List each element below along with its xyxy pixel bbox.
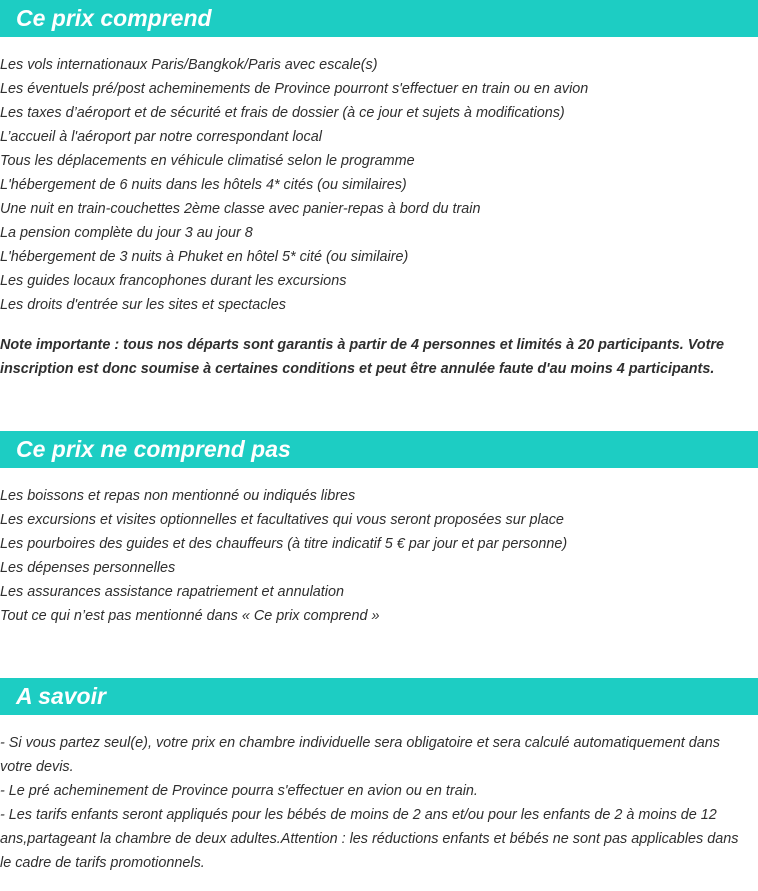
list-item: Les taxes d’aéroport et de sécurité et frais de dossier (à ce jour et sujets à modifications) <box>0 105 565 121</box>
info-item: - Le pré acheminement de Province pourra s'effectuer en avion ou en train. <box>0 783 478 799</box>
info-item: - Si vous partez seul(e), votre prix en chambre individuelle sera obligatoire et sera calculé automatiquement dans votre devis. <box>0 735 720 775</box>
list-item: Tous les déplacements en véhicule climatisé selon le programme <box>0 153 415 169</box>
excludes-list <box>0 484 756 628</box>
list-item: Les guides locaux francophones durant les excursions <box>0 273 347 289</box>
list-item: Une nuit en train-couchettes 2ème classe avec panier-repas à bord du train <box>0 201 481 217</box>
list-item: Les boissons et repas non mentionné ou indiqués libres <box>0 488 356 504</box>
important-note: Note importante : tous nos départs sont garantis à partir de 4 personnes et limités à 20 participants. Votre inscription est donc soumise à certaines conditions et peut être annulée faute d'au moins 4 participants. <box>0 337 724 377</box>
list-item: Tout ce qui n’est pas mentionné dans « Ce prix comprend » <box>0 608 380 624</box>
list-item: L'hébergement de 3 nuits à Phuket en hôtel 5* cité (ou similaire) <box>0 249 409 265</box>
list-item: L'hébergement de 6 nuits dans les hôtels 4* cités (ou similaires) <box>0 177 407 193</box>
list-item: Les vols internationaux Paris/Bangkok/Paris avec escale(s) <box>0 57 378 73</box>
includes-header <box>0 0 758 37</box>
includes-title: Ce prix comprend <box>16 5 212 31</box>
excludes-title: Ce prix ne comprend pas <box>16 436 291 462</box>
list-item: Les assurances assistance rapatriement et annulation <box>0 584 344 600</box>
list-item: Les dépenses personnelles <box>0 560 176 576</box>
info-header <box>0 678 758 715</box>
list-item: La pension complète du jour 3 au jour 8 <box>0 225 253 241</box>
includes-list <box>0 53 756 317</box>
info-list <box>0 731 752 875</box>
info-item: - Les tarifs enfants seront appliqués pour les bébés de moins de 2 ans et/ou pour les enfants de 2 à moins de 12 ans,partageant la chambre de deux adultes.Attention : les réductions enfants et bébés ne sont pas applicables dans le cadre de tarifs promotionnels. <box>0 807 739 871</box>
list-item: Les excursions et visites optionnelles et facultatives qui vous seront proposées sur place <box>0 512 564 528</box>
list-item: Les droits d'entrée sur les sites et spectacles <box>0 297 286 313</box>
list-item: L’accueil à l'aéroport par notre correspondant local <box>0 129 322 145</box>
info-title: A savoir <box>16 683 106 709</box>
excludes-header <box>0 431 758 468</box>
list-item: Les pourboires des guides et des chauffeurs (à titre indicatif 5 € par jour et par personne) <box>0 536 568 552</box>
list-item: Les éventuels pré/post acheminements de Province pourront s'effectuer en train ou en avion <box>0 81 589 97</box>
